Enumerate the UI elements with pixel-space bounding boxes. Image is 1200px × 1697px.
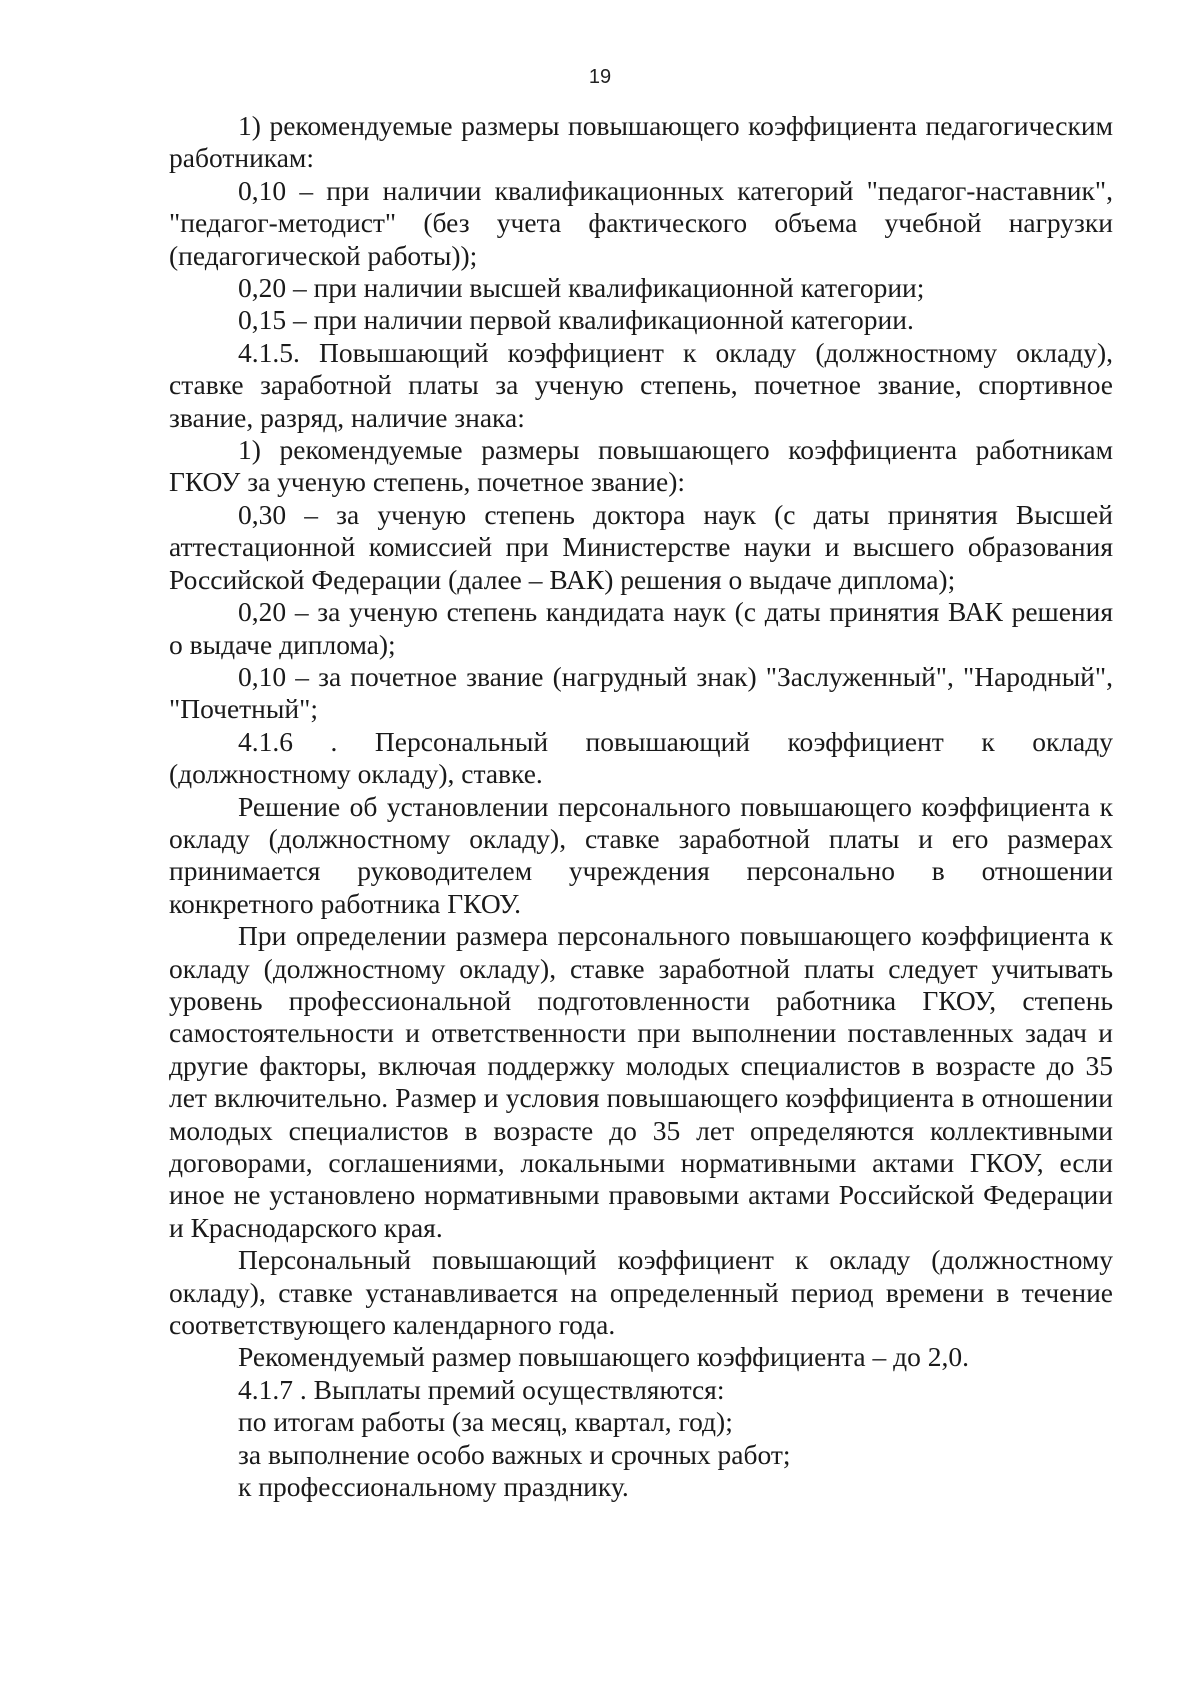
paragraph-6: 1) рекомендуемые размеры повышающего коэффициента работникам ГКОУ за ученую степень, почетное звание): <box>169 434 1113 498</box>
paragraph-14: Рекомендуемый размер повышающего коэффициента – до 2,0. <box>238 1341 969 1373</box>
paragraph-18: к профессиональному празднику. <box>238 1471 629 1503</box>
paragraph-16: по итогам работы (за месяц, квартал, год); <box>238 1406 733 1438</box>
paragraph-11: Решение об установлении персонального повышающего коэффициента к окладу (должностному окладу), ставке заработной платы и его размерах принимается руководителем учреждения персонально в отношении конкретного работника ГКОУ. <box>169 790 1113 919</box>
paragraph-10: 4.1.6 . Персональный повышающий коэффициент к окладу (должностному окладу), ставке. <box>169 725 1113 790</box>
paragraph-5: 4.1.5. Повышающий коэффициент к окладу (должностному окладу), ставке заработной платы за ученую степень, почетное звание, спортивное звание, разряд, наличие знака: <box>169 336 1113 433</box>
page-number: 19 <box>588 66 612 88</box>
document-body <box>169 110 1113 1503</box>
paragraph-13: Персональный повышающий коэффициент к окладу (должностному окладу), ставке устанавливается на определенный период времени в течение соответствующего календарного года. <box>169 1244 1113 1341</box>
paragraph-8: 0,20 – за ученую степень кандидата наук (с даты принятия ВАК решения о выдаче диплома); <box>169 596 1113 660</box>
paragraph-9: 0,10 – за почетное звание (нагрудный знак) "Заслуженный", "Народный", "Почетный"; <box>169 660 1113 725</box>
paragraph-2: 0,10 – при наличии квалификационных категорий "педагог-наставник", "педагог-методист" (без учета фактического объема учебной нагрузки (педагогической работы)); <box>169 174 1113 271</box>
paragraph-4: 0,15 – при наличии первой квалификационной категории. <box>238 304 914 336</box>
paragraph-17: за выполнение особо важных и срочных работ; <box>238 1438 791 1470</box>
paragraph-3: 0,20 – при наличии высшей квалификационной категории; <box>238 272 925 304</box>
paragraph-15: 4.1.7 . Выплаты премий осуществляются: <box>238 1373 725 1405</box>
paragraph-12: При определении размера персонального повышающего коэффициента к окладу (должностному окладу), ставке заработной платы следует учитывать уровень профессиональной подготовленности работника ГКОУ, степень самостоятельности и ответственности при выполнении поставленных задач и другие факторы, включая поддержку молодых специалистов в возрасте до 35 лет включительно. Размер и условия повышающего коэффициента в отношении молодых специалистов в возрасте до 35 лет определяются коллективными договорами, соглашениями, локальными нормативными актами ГКОУ, если иное не установлено нормативными правовыми актами Российской Федерации и Краснодарского края. <box>169 920 1113 1243</box>
paragraph-1: 1) рекомендуемые размеры повышающего коэффициента педагогическим работникам: <box>169 110 1113 174</box>
paragraph-7: 0,30 – за ученую степень доктора наук (с даты принятия Высшей аттестационной комиссией при Министерстве науки и высшего образования Российской Федерации (далее – ВАК) решения о выдаче диплома); <box>169 498 1113 595</box>
